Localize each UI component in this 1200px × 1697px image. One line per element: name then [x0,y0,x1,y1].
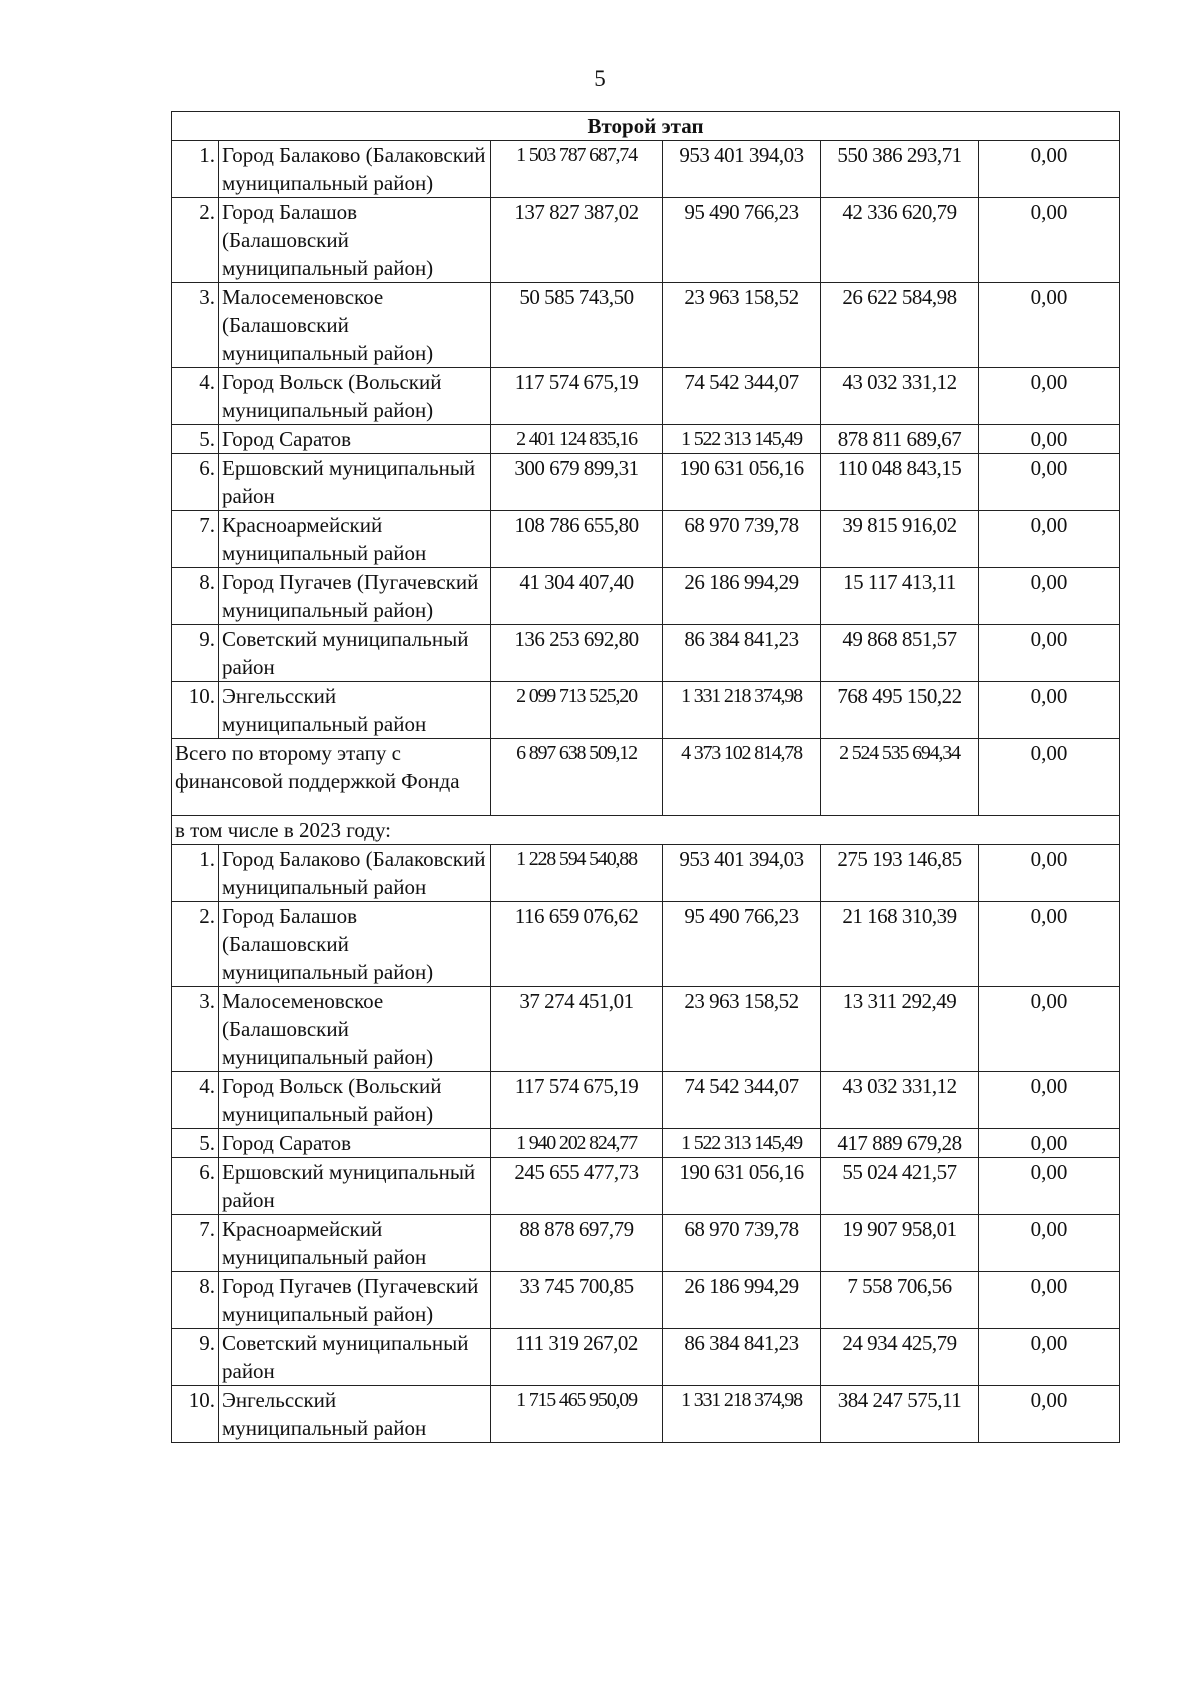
row-fund-value: 68 970 739,78 [663,1215,821,1272]
row-other-value: 0,00 [979,1158,1120,1215]
row-other-value: 0,00 [979,511,1120,568]
table-row [172,198,1120,283]
row-budget-value: 55 024 421,57 [821,1158,979,1215]
row-other-value: 0,00 [979,425,1120,454]
stage-header-row [172,112,1120,141]
stage-title: Второй этап [172,112,1120,141]
table-row [172,454,1120,511]
row-fund-value: 23 963 158,52 [663,283,821,368]
row-budget-value: 24 934 425,79 [821,1329,979,1386]
row-other-value: 0,00 [979,1072,1120,1129]
table-row [172,1386,1120,1443]
row-total-value: 50 585 743,50 [491,283,663,368]
row-fund-value: 1 522 313 145,49 [663,425,821,454]
row-budget-value: 384 247 575,11 [821,1386,979,1443]
row-number: 5. [172,1129,219,1158]
total-row [172,739,1120,816]
table-row [172,845,1120,902]
row-budget-value: 39 815 916,02 [821,511,979,568]
row-total-value: 136 253 692,80 [491,625,663,682]
row-number: 5. [172,425,219,454]
row-name: Город Пугачев (Пугачевский муниципальный район) [219,568,491,625]
row-name: Советский муниципальный район [219,625,491,682]
table-row [172,1329,1120,1386]
row-fund-value: 1 522 313 145,49 [663,1129,821,1158]
row-other-value: 0,00 [979,1215,1120,1272]
row-fund-value: 1 331 218 374,98 [663,682,821,739]
page-number: 5 [594,66,606,91]
row-name: Город Саратов [219,1129,491,1158]
row-budget-value: 550 386 293,71 [821,141,979,198]
row-number: 1. [172,845,219,902]
row-total-value: 117 574 675,19 [491,1072,663,1129]
row-total-value: 137 827 387,02 [491,198,663,283]
table-row [172,425,1120,454]
row-total-value: 33 745 700,85 [491,1272,663,1329]
row-name: Малосеменовское (Балашовский муниципальный район) [219,987,491,1072]
row-number: 7. [172,511,219,568]
row-total-value: 108 786 655,80 [491,511,663,568]
row-number: 2. [172,902,219,987]
row-other-value: 0,00 [979,1329,1120,1386]
row-budget-value: 43 032 331,12 [821,368,979,425]
row-name: Советский муниципальный район [219,1329,491,1386]
row-name: Малосеменовское (Балашовский муниципальный район) [219,283,491,368]
row-other-value: 0,00 [979,1386,1120,1443]
row-fund-value: 74 542 344,07 [663,1072,821,1129]
row-fund-value: 26 186 994,29 [663,568,821,625]
row-budget-value: 49 868 851,57 [821,625,979,682]
row-fund-value: 190 631 056,16 [663,1158,821,1215]
row-total-value: 88 878 697,79 [491,1215,663,1272]
total-v2: 4 373 102 814,78 [663,739,821,816]
table-row [172,625,1120,682]
row-name: Город Пугачев (Пугачевский муниципальный район) [219,1272,491,1329]
row-other-value: 0,00 [979,368,1120,425]
row-name: Город Балашов (Балашовский муниципальный район) [219,902,491,987]
row-name: Красноармейский муниципальный район [219,1215,491,1272]
row-name: Энгельсский муниципальный район [219,1386,491,1443]
row-name: Город Балаково (Балаковский муниципальный район [219,845,491,902]
row-name: Город Балаково (Балаковский муниципальный район) [219,141,491,198]
row-budget-value: 42 336 620,79 [821,198,979,283]
row-total-value: 245 655 477,73 [491,1158,663,1215]
row-budget-value: 7 558 706,56 [821,1272,979,1329]
row-fund-value: 953 401 394,03 [663,141,821,198]
row-budget-value: 417 889 679,28 [821,1129,979,1158]
funding-table-body [172,112,1120,1443]
row-fund-value: 95 490 766,23 [663,902,821,987]
row-fund-value: 86 384 841,23 [663,1329,821,1386]
row-other-value: 0,00 [979,682,1120,739]
subsection-row [172,816,1120,845]
row-fund-value: 68 970 739,78 [663,511,821,568]
row-total-value: 1 940 202 824,77 [491,1129,663,1158]
row-fund-value: 74 542 344,07 [663,368,821,425]
row-total-value: 1 503 787 687,74 [491,141,663,198]
row-budget-value: 43 032 331,12 [821,1072,979,1129]
funding-table [171,111,1120,1443]
row-budget-value: 768 495 150,22 [821,682,979,739]
row-number: 6. [172,454,219,511]
row-number: 8. [172,568,219,625]
row-fund-value: 86 384 841,23 [663,625,821,682]
table-row [172,283,1120,368]
table-row [172,1072,1120,1129]
row-other-value: 0,00 [979,198,1120,283]
total-v3: 2 524 535 694,34 [821,739,979,816]
row-other-value: 0,00 [979,902,1120,987]
row-name: Город Вольск (Вольский муниципальный район) [219,1072,491,1129]
table-row [172,987,1120,1072]
row-total-value: 2 099 713 525,20 [491,682,663,739]
row-fund-value: 953 401 394,03 [663,845,821,902]
table-row [172,511,1120,568]
row-number: 4. [172,1072,219,1129]
table-row [172,141,1120,198]
row-name: Город Вольск (Вольский муниципальный район) [219,368,491,425]
row-name: Красноармейский муниципальный район [219,511,491,568]
row-total-value: 1 228 594 540,88 [491,845,663,902]
total-label: Всего по второму этапу с финансовой поддержкой Фонда [172,739,491,816]
row-budget-value: 19 907 958,01 [821,1215,979,1272]
row-total-value: 41 304 407,40 [491,568,663,625]
row-number: 2. [172,198,219,283]
row-other-value: 0,00 [979,283,1120,368]
row-number: 3. [172,283,219,368]
row-fund-value: 23 963 158,52 [663,987,821,1072]
row-fund-value: 95 490 766,23 [663,198,821,283]
row-total-value: 2 401 124 835,16 [491,425,663,454]
row-other-value: 0,00 [979,987,1120,1072]
row-budget-value: 275 193 146,85 [821,845,979,902]
row-total-value: 111 319 267,02 [491,1329,663,1386]
row-number: 9. [172,625,219,682]
row-number: 4. [172,368,219,425]
row-fund-value: 1 331 218 374,98 [663,1386,821,1443]
table-row [172,1272,1120,1329]
row-number: 6. [172,1158,219,1215]
row-name: Город Саратов [219,425,491,454]
row-other-value: 0,00 [979,454,1120,511]
row-budget-value: 110 048 843,15 [821,454,979,511]
row-total-value: 1 715 465 950,09 [491,1386,663,1443]
row-other-value: 0,00 [979,141,1120,198]
row-fund-value: 26 186 994,29 [663,1272,821,1329]
row-number: 3. [172,987,219,1072]
table-row [172,1215,1120,1272]
row-name: Ершовский муниципальный район [219,454,491,511]
row-budget-value: 878 811 689,67 [821,425,979,454]
row-budget-value: 26 622 584,98 [821,283,979,368]
table-row [172,1158,1120,1215]
row-total-value: 116 659 076,62 [491,902,663,987]
row-other-value: 0,00 [979,845,1120,902]
row-other-value: 0,00 [979,568,1120,625]
row-number: 10. [172,1386,219,1443]
row-other-value: 0,00 [979,1129,1120,1158]
row-other-value: 0,00 [979,1272,1120,1329]
row-name: Энгельсский муниципальный район [219,682,491,739]
row-number: 9. [172,1329,219,1386]
row-number: 8. [172,1272,219,1329]
row-total-value: 37 274 451,01 [491,987,663,1072]
table-row [172,682,1120,739]
row-budget-value: 15 117 413,11 [821,568,979,625]
table-row [172,568,1120,625]
subsection-label: в том числе в 2023 году: [172,816,1120,845]
row-other-value: 0,00 [979,625,1120,682]
total-v4: 0,00 [979,739,1120,816]
row-number: 1. [172,141,219,198]
row-name: Город Балашов (Балашовский муниципальный район) [219,198,491,283]
row-budget-value: 13 311 292,49 [821,987,979,1072]
row-total-value: 300 679 899,31 [491,454,663,511]
table-row [172,902,1120,987]
row-name: Ершовский муниципальный район [219,1158,491,1215]
table-row [172,1129,1120,1158]
row-number: 10. [172,682,219,739]
row-budget-value: 21 168 310,39 [821,902,979,987]
total-v1: 6 897 638 509,12 [491,739,663,816]
row-fund-value: 190 631 056,16 [663,454,821,511]
table-row [172,368,1120,425]
row-number: 7. [172,1215,219,1272]
row-total-value: 117 574 675,19 [491,368,663,425]
